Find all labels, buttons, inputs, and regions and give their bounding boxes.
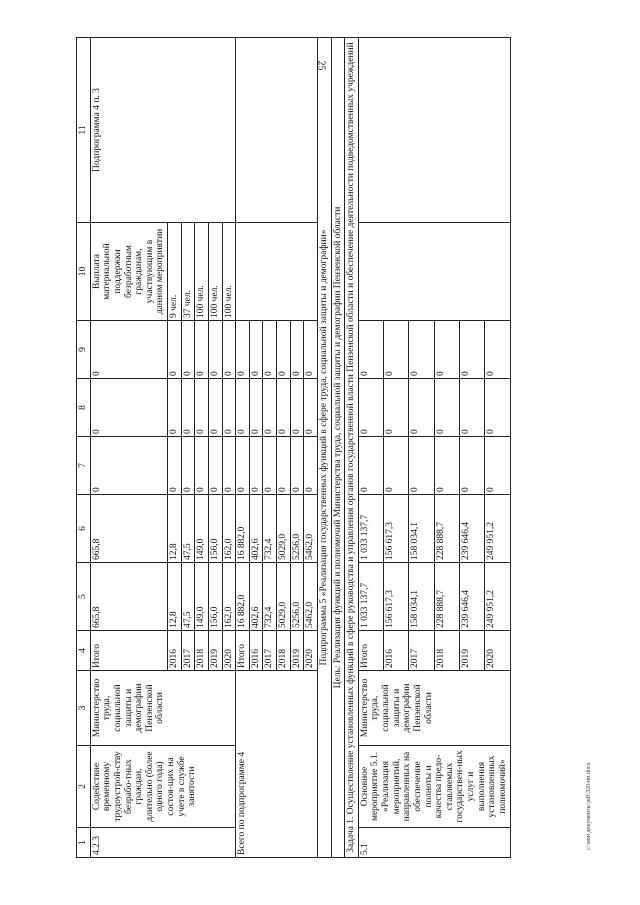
value-cell: 0 <box>409 379 434 437</box>
table-row <box>317 38 331 858</box>
value-cell: 162,0 <box>222 563 236 631</box>
value-cell: 0 <box>459 321 484 379</box>
column-header: 1 <box>77 828 91 858</box>
column-header: 8 <box>77 379 91 437</box>
value-cell: 0 <box>195 379 209 437</box>
year-cell: Итого <box>358 631 383 671</box>
empty-cell <box>358 38 510 223</box>
value-cell: 5029,0 <box>277 563 291 631</box>
value-cell: 12,8 <box>168 563 182 631</box>
value-cell: 249 951,2 <box>485 563 510 631</box>
value-cell: 0 <box>222 379 236 437</box>
value-cell: 2017 <box>263 631 277 671</box>
value-cell: 158 034,1 <box>409 563 434 631</box>
value-cell: 149,0 <box>195 563 209 631</box>
value-cell: 0 <box>208 437 222 495</box>
value-cell: 2016 <box>249 631 263 671</box>
value-cell: 0 <box>277 437 291 495</box>
value-cell: 0 <box>236 321 250 379</box>
value-cell: 665,8 <box>90 563 167 631</box>
value-cell: 0 <box>208 321 222 379</box>
value-cell: 0 <box>236 379 250 437</box>
value-cell: 0 <box>263 379 277 437</box>
value-cell: 16 882,0 <box>236 495 250 563</box>
value-cell: 5256,0 <box>290 495 304 563</box>
value-cell: 12,8 <box>168 495 182 563</box>
value-cell: 0 <box>290 437 304 495</box>
column-header: 4 <box>77 631 91 671</box>
value-cell: 156,0 <box>208 563 222 631</box>
column-header: 7 <box>77 437 91 495</box>
value-cell: 0 <box>384 379 409 437</box>
executor: Министерство труда, социальной защиты и демографии Пензенской области <box>358 671 510 746</box>
value-cell: 9 чел. <box>168 223 182 321</box>
executor: Министерство труда, социальной защиты и демографии Пензенской области <box>90 671 236 746</box>
value-cell: 732,4 <box>263 563 277 631</box>
value-cell: 16 882,0 <box>236 563 250 631</box>
value-cell: 2018 <box>195 631 209 671</box>
value-cell: 0 <box>358 379 383 437</box>
measure-name: Основное мероприятие 5.1. «Реализация мероприятий, направленных на обеспечение полноты и качества предо-ставляемых государствен-ных услуг и выполнения установленных полномочий» <box>358 746 510 828</box>
value-cell: 0 <box>290 379 304 437</box>
value-cell: 37 чел. <box>181 223 195 321</box>
value-cell: 0 <box>249 321 263 379</box>
value-cell: 0 <box>181 437 195 495</box>
value-cell: 100 чел. <box>208 223 222 321</box>
value-cell: 0 <box>409 321 434 379</box>
measure-name: Содействие временному трудоустрой-ству безрабо-тных граждан, длительно (более одного года) состоя-щих на учете в службе занятости <box>90 746 236 828</box>
value-cell: 149,0 <box>195 495 209 563</box>
value-cell: 2020 <box>304 631 318 671</box>
value-cell: 2019 <box>290 631 304 671</box>
value-cell: 0 <box>304 437 318 495</box>
value-cell: 0 <box>485 321 510 379</box>
value-cell: 5029,0 <box>277 495 291 563</box>
value-cell: 156,0 <box>208 495 222 563</box>
value-cell: 402,6 <box>249 563 263 631</box>
value-cell: 0 <box>434 437 459 495</box>
header-row <box>77 38 91 858</box>
subprogram-title: Подпрограмма 5 «Реализация государственных функций в сфере труда, социальной защиты и демографии» <box>317 38 331 858</box>
budget-table <box>76 37 511 858</box>
value-cell: 47,5 <box>181 495 195 563</box>
value-cell: 0 <box>168 321 182 379</box>
value-cell: 0 <box>263 437 277 495</box>
goal-text: Цель: Реализация функций и полномочий Министерства труда, социальной защиты и демографии Пензенской области <box>331 38 345 858</box>
rotated-table-page <box>76 38 596 858</box>
table-row <box>345 38 359 858</box>
value-cell: 228 888,7 <box>434 563 459 631</box>
value-cell: 2017 <box>409 631 434 671</box>
table-row <box>236 38 250 858</box>
value-cell: 0 <box>358 437 383 495</box>
value-cell: 0 <box>304 321 318 379</box>
footer-path: c:\мои документы\pdf\320-нп.docx <box>586 762 592 850</box>
value-cell: 0 <box>384 437 409 495</box>
value-cell: 239 646,4 <box>459 563 484 631</box>
value-cell: 2016 <box>168 631 182 671</box>
value-cell: 732,4 <box>263 495 277 563</box>
value-cell: 0 <box>277 321 291 379</box>
empty-cell <box>236 38 318 223</box>
value-cell: 0 <box>434 321 459 379</box>
value-cell: 2019 <box>459 631 484 671</box>
empty-cell <box>236 223 318 321</box>
value-cell: 0 <box>459 379 484 437</box>
column-header: 9 <box>77 321 91 379</box>
value-cell: 2019 <box>208 631 222 671</box>
value-cell: 0 <box>90 437 167 495</box>
value-cell: 0 <box>195 437 209 495</box>
value-cell: 0 <box>249 437 263 495</box>
value-cell: 249 951,2 <box>485 495 510 563</box>
value-cell: 100 чел. <box>195 223 209 321</box>
value-cell: 0 <box>263 321 277 379</box>
table-row <box>358 38 383 858</box>
table-row <box>90 38 167 858</box>
year-cell: Итого <box>236 631 250 671</box>
value-cell: 0 <box>168 379 182 437</box>
value-cell: 0 <box>249 379 263 437</box>
value-cell: 0 <box>208 379 222 437</box>
link-cell: Подпрограмма 4 п. 3 <box>90 38 236 223</box>
indicator: Выплата материальной поддержки безработным гражданам, участвующим в данном мероприятии <box>90 223 167 321</box>
value-cell: 0 <box>222 321 236 379</box>
value-cell: 1 033 137,7 <box>358 495 383 563</box>
value-cell: 5256,0 <box>290 563 304 631</box>
value-cell: 162,0 <box>222 495 236 563</box>
value-cell: 402,6 <box>249 495 263 563</box>
value-cell: 239 646,4 <box>459 495 484 563</box>
page-number: 25 <box>315 60 327 71</box>
value-cell: 665,8 <box>90 495 167 563</box>
column-header: 6 <box>77 495 91 563</box>
row-number: 5.1 <box>358 828 510 858</box>
value-cell: 47,5 <box>181 563 195 631</box>
value-cell: 0 <box>181 379 195 437</box>
column-header: 3 <box>77 671 91 746</box>
value-cell: 158 034,1 <box>409 495 434 563</box>
value-cell: 0 <box>236 437 250 495</box>
value-cell: 2020 <box>485 631 510 671</box>
value-cell: 0 <box>358 321 383 379</box>
value-cell: 0 <box>222 437 236 495</box>
empty-cell <box>358 223 510 321</box>
column-header: 11 <box>77 38 91 223</box>
value-cell: 156 617,3 <box>384 495 409 563</box>
value-cell: 0 <box>485 379 510 437</box>
value-cell: 2020 <box>222 631 236 671</box>
value-cell: 0 <box>90 379 167 437</box>
value-cell: 0 <box>168 437 182 495</box>
value-cell: 0 <box>90 321 167 379</box>
column-header: 2 <box>77 746 91 828</box>
value-cell: 0 <box>304 379 318 437</box>
value-cell: 1 033 137,7 <box>358 563 383 631</box>
column-header: 5 <box>77 563 91 631</box>
value-cell: 228 888,7 <box>434 495 459 563</box>
task-text: Задача 1. Осуществление установленных функций в сфере руководства и управления органов государственной власти Пензенской области и обеспечение деятельности подведомственных учреждений <box>345 38 359 858</box>
value-cell: 2017 <box>181 631 195 671</box>
value-cell: 2018 <box>277 631 291 671</box>
year-cell: Итого <box>90 631 167 671</box>
value-cell: 5462,0 <box>304 563 318 631</box>
value-cell: 0 <box>290 321 304 379</box>
value-cell: 156 617,3 <box>384 563 409 631</box>
value-cell: 2018 <box>434 631 459 671</box>
value-cell: 100 чел. <box>222 223 236 321</box>
value-cell: 0 <box>409 437 434 495</box>
subtotal-label: Всего по подпрограмме 4 <box>236 671 318 858</box>
value-cell: 0 <box>384 321 409 379</box>
value-cell: 0 <box>434 379 459 437</box>
value-cell: 0 <box>459 437 484 495</box>
column-header: 10 <box>77 223 91 321</box>
value-cell: 0 <box>485 437 510 495</box>
table-row <box>331 38 345 858</box>
value-cell: 5462,0 <box>304 495 318 563</box>
value-cell: 0 <box>195 321 209 379</box>
value-cell: 0 <box>277 379 291 437</box>
value-cell: 2016 <box>384 631 409 671</box>
row-number: 4.2.3 <box>90 828 236 858</box>
value-cell: 0 <box>181 321 195 379</box>
